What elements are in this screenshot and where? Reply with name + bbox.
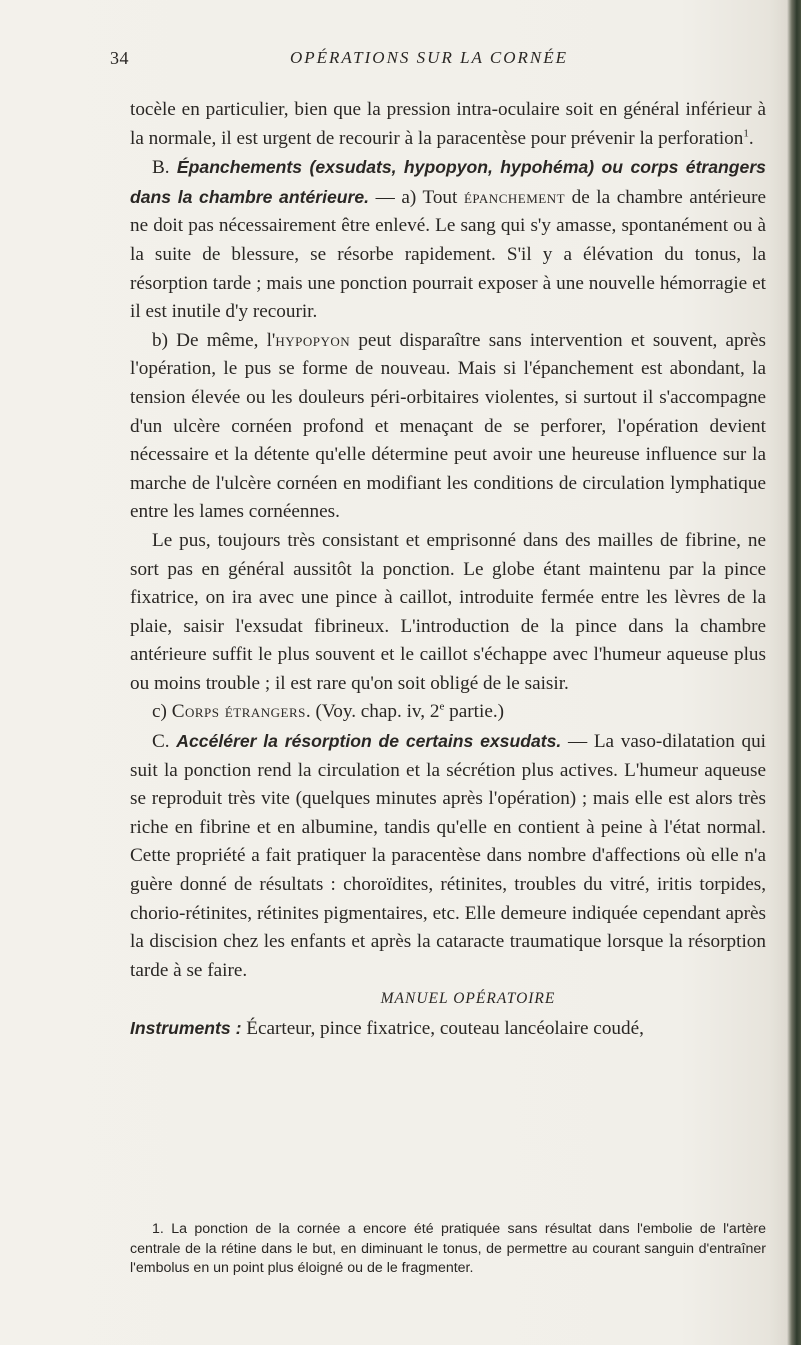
paragraph-3-label: b) De même, l' xyxy=(152,329,276,351)
paragraph-3-text: peut disparaître sans intervention et souvent, après l'opération, le pus se forme de nouveau. Mais si l'épanchement est abondant, la tension élevée ou les douleurs péri-orbitaires violentes, si surtout il s'accompagne d'un ulcère cornéen profond et menaçant de se perforer, l'opération devient nécessaire et la détente qu'elle détermine peut avoir une heureuse influence sur la marche de l'ulcère cornéen en modifiant les conditions de circulation lymphatique entre les lames cornéennes. xyxy=(130,329,766,523)
running-title: OPÉRATIONS SUR LA CORNÉE xyxy=(290,48,568,67)
paragraph-1-end: . xyxy=(748,127,754,149)
paragraph-5-label: c) xyxy=(152,701,172,723)
section-label: MANUEL OPÉRATOIRE xyxy=(380,990,556,1008)
section-c-label: C. xyxy=(152,731,177,753)
paragraph-6 xyxy=(130,727,766,985)
paragraph-5-text: . (Voy. chap. iv, 2 xyxy=(305,701,440,723)
section-b-heading: Épanchements (exsudats, hypopyon, hypohéma) ou corps étrangers dans la chambre antérieure. xyxy=(130,157,766,207)
paragraph-2-dash: — a) Tout xyxy=(369,186,464,208)
paragraph-5-smallcaps: Corps étrangers xyxy=(171,701,306,723)
instruments-heading: Instruments : xyxy=(130,1018,242,1038)
paragraph-3 xyxy=(130,327,766,527)
paragraph-5 xyxy=(130,698,766,727)
body-text xyxy=(130,96,766,1044)
page-number: 34 xyxy=(110,48,129,68)
page-edge-shadow xyxy=(787,0,801,1345)
paragraph-3-smallcaps: hypopyon xyxy=(275,329,351,351)
paragraph-4: Le pus, toujours très consistant et emprisonné dans des mailles de fibrine, ne sort pas en général aussitôt la ponction. Le globe étant maintenu par la pince fixatrice, on ira avec une pince à caillot, introduite fermée entre les lèvres de la plaie, saisir l'exsudat fibrineux. L'introduction de la pince dans la chambre antérieure suffit le plus souvent et le caillot s'échappe avec l'humeur aqueuse plus ou moins trouble ; il est rare qu'on soit obligé de le saisir. xyxy=(130,529,766,694)
paragraph-2 xyxy=(130,153,766,327)
paragraph-6-text: — La vaso-dilatation qui suit la ponction rend la circulation et la sécrétion plus actives. L'humeur aqueuse se reproduit très vite (quelques minutes après l'opération) ; mais elle est alors très riche en fibrine et en albumine, tandis qu'elle en contient à peine à l'état normal. Cette propriété a fait pratiquer la paracentèse dans nombre d'affections où elle n'a guère donné de résultats : choroïdites, rétinites, troubles du vitré, iritis torpides, chorio-rétinites, rétinites pigmentaires, etc. Elle demeure indiquée cependant après la discision chez les enfants et après la cataracte traumatique lorsque la résorption tarde à se faire. xyxy=(130,731,766,981)
paragraph-1-text: tocèle en particulier, bien que la pression intra-oculaire soit en général inférieur à la normale, il est urgent de recourir à la paracentèse pour prévenir la perforation xyxy=(130,99,766,149)
section-c-heading: Accélérer la résorption de certains exsudats. xyxy=(176,731,562,752)
paragraph-1 xyxy=(130,96,766,153)
paragraph-5-end: partie.) xyxy=(444,701,505,723)
running-head xyxy=(0,48,801,76)
paragraph-5-sup: e xyxy=(439,701,445,714)
footnote: 1. La ponction de la cornée a encore été pratiquée sans résultat dans l'embolie de l'artère centrale de la rétine dans le but, en diminuant le tonus, de permettre au courant sanguin d'entraîner l'embolus en un point plus éloigné ou de le fragmenter. xyxy=(130,1221,766,1277)
paragraph-2-smallcaps: épanchement xyxy=(463,186,566,208)
section-b-label: B. xyxy=(152,157,177,179)
paragraph-7 xyxy=(130,1014,766,1044)
footnote-ref: 1 xyxy=(743,127,749,140)
instruments-text: Écarteur, pince fixatrice, couteau lancéolaire coudé, xyxy=(241,1018,644,1039)
paragraph-2-text: de la chambre antérieure ne doit pas nécessairement être enlevé. Le sang qui s'y amasse, spontanément ou à la suite de blessure, se résorbe rapidement. S'il y a élévation du tonus, la résorption tarde ; mais une ponction pourrait exposer à une nouvelle hémorragie et il est inutile d'y recourir. xyxy=(130,186,767,323)
